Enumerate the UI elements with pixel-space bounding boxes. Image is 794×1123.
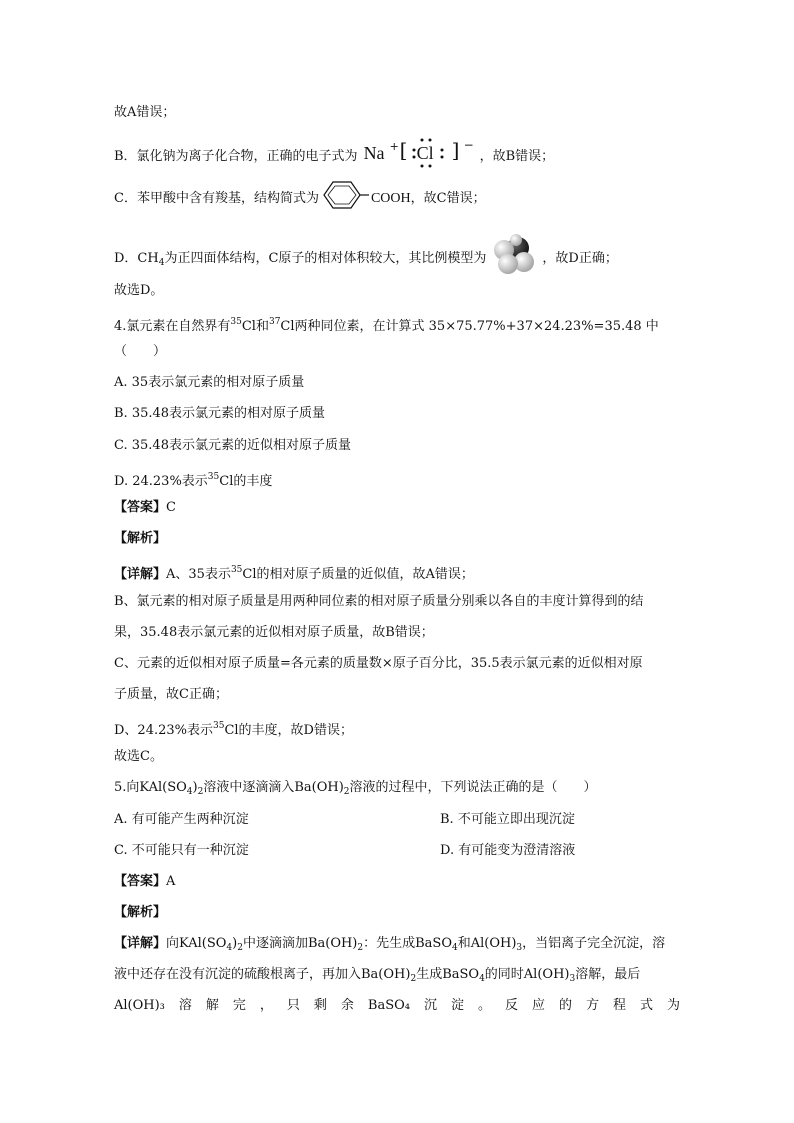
benzene-ring-icon — [321, 180, 369, 210]
q4-detail-line: 子质量，故C正确； — [114, 687, 228, 702]
q4-detail-line: B、氯元素的相对原子质量是用两种同位素的相对原子质量分别乘以各自的丰度计算得到的结 — [114, 594, 644, 609]
q5-option-d: D. 有可能变为澄清溶液 — [440, 843, 576, 858]
q5-option-b: B. 不可能立即出现沉淀 — [440, 812, 575, 827]
q4-option-b: B. 35.48表示氯元素的相对原子质量 — [114, 406, 326, 421]
question-4-stem: 4.氯元素在自然界有$^{35}$Cl和$^{37}$Cl两种同位素，在计算式 35×75.77%+37×24.23%=35.48 中 — [114, 317, 659, 334]
q5-answer: 【答案】A — [114, 874, 176, 889]
q4-detail-line: D、24.23%表示$^{35}$Cl的丰度，故D错误； — [114, 721, 353, 738]
q4-option-a: A. 35表示氯元素的相对原子质量 — [114, 375, 305, 390]
q4-option-d: D. 24.23%表示$^{35}$Cl的丰度 — [114, 472, 273, 489]
q5-detail-line: 【详解】向$KAl(SO_4)_2$中逐滴滴加$Ba(OH)_2$：先生成BaSO$_4$和$Al(OH)_3$，当铝离子完全沉淀，溶 — [114, 936, 666, 953]
q5-option-c: C. 不可能只有一种沉淀 — [114, 843, 249, 858]
q5-analysis-heading: 【解析】 — [114, 905, 167, 920]
ch4-space-filling-model — [490, 232, 538, 282]
q5-detail-line-justified: Al(OH)₃ 溶 解 完 ， 只 剩 余 BaSO₄ 沉 淀 。 反 应 的 方 程 式 为 — [114, 998, 680, 1013]
q4-detail-line: 故选C。 — [114, 749, 163, 764]
q4-answer: 【答案】C — [114, 500, 176, 515]
q5-option-a: A. 有可能产生两种沉淀 — [114, 812, 249, 827]
nacl-electron-formula: Na + [ Cl ] − — [364, 138, 476, 168]
question-4-paren: （ ） — [114, 344, 167, 359]
q4-option-c: C. 35.48表示氯元素的近似相对原子质量 — [114, 438, 351, 453]
methane-model-icon — [490, 232, 538, 276]
question-5-stem: 5.向$KAl(SO_4)_2$溶液中逐滴滴入$Ba(OH)_2$溶液的过程中，下列说法正确的是（ ） — [114, 780, 597, 797]
q4-detail-line: C、元素的近似相对原子质量=各元素的质量数×原子百分比，35.5表示氯元素的近似相对原 — [114, 656, 643, 671]
q4-detail-line: 【详解】A、35表示$^{35}$Cl的相对原子质量的近似值，故A错误； — [114, 565, 474, 582]
q5-detail-line: 液中还存在没有沉淀的硫酸根离子，再加入$Ba(OH)_2$生成BaSO$_4$的同时$Al(OH)_3$溶解，最后 — [114, 967, 641, 984]
option-d-explanation: D．$CH_4$为正四面体结构，C原子的相对体积较大，其比例模型为 ，故D正确； — [114, 232, 618, 282]
q4-analysis-heading: 【解析】 — [114, 531, 167, 546]
option-c-explanation: C．苯甲酸中含有羧基，结构简式为 COOH，故C错误； — [114, 180, 486, 216]
option-b-explanation: B．氯化钠为离子化合物，正确的电子式为 Na + [ Cl ] − ，故B错误； — [114, 138, 554, 168]
text-line: 故A错误； — [114, 105, 176, 120]
q4-detail-line: 果，35.48表示氯元素的近似相对原子质量，故B错误； — [114, 625, 434, 640]
benzoic-acid-structure — [321, 180, 369, 216]
electron-dots-icon — [408, 138, 452, 168]
text-line: 故选D。 — [114, 283, 164, 298]
